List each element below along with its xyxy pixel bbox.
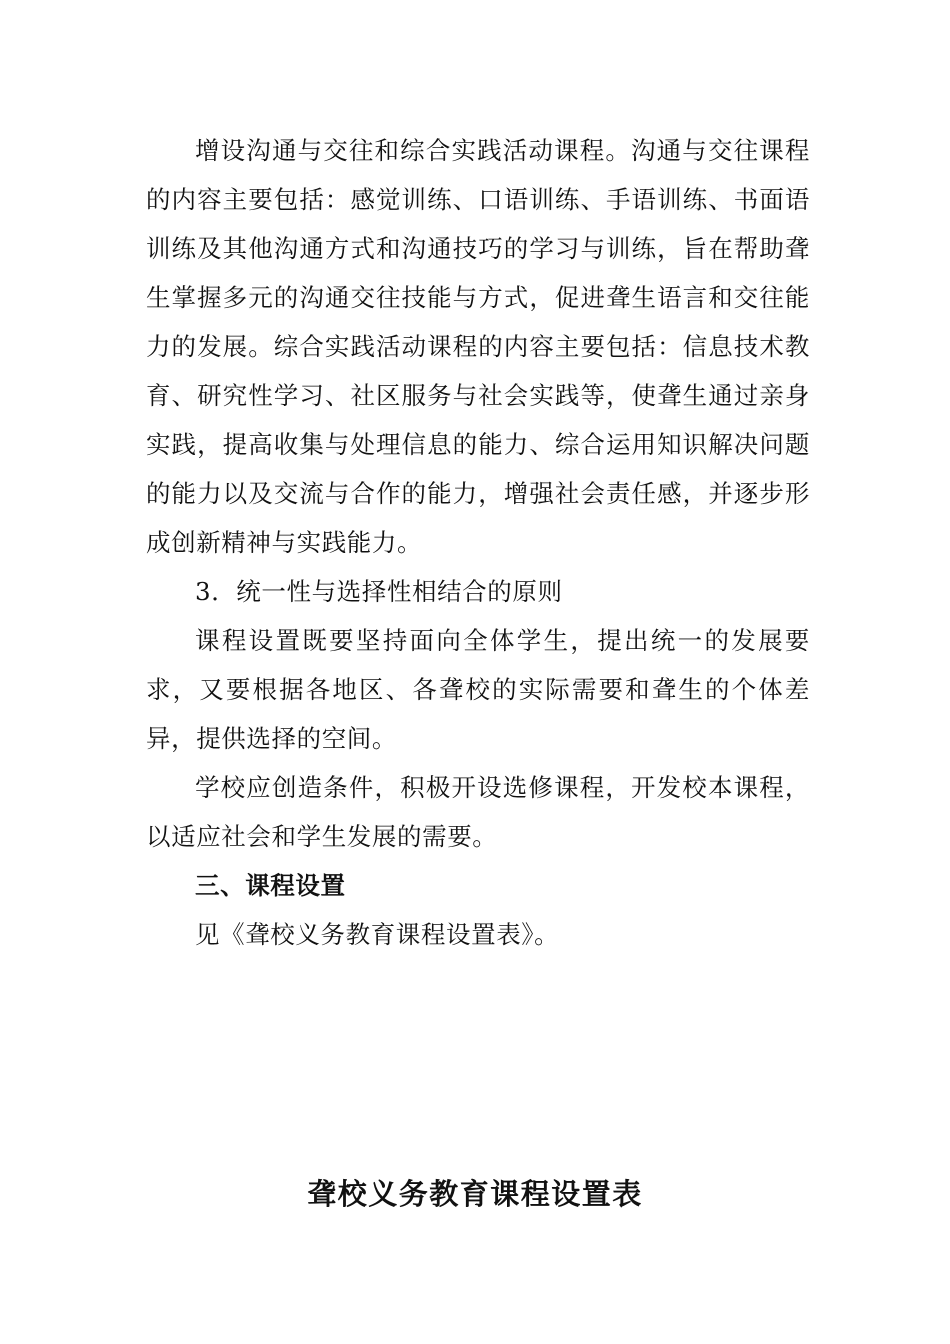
section-heading: 三、课程设置	[195, 871, 346, 900]
paragraph-principle-heading: 3．统一性与选择性相结合的原则	[195, 577, 563, 606]
paragraph-unified-requirements: 课程设置既要坚持面向全体学生，提出统一的发展要求，又要根据各地区、各聋校的实际需要和聋生的个体差异，提供选择的空间。	[146, 626, 810, 753]
table-title: 聋校义务教育课程设置表	[307, 1177, 643, 1211]
table-reference: 见《聋校义务教育课程设置表》。	[195, 920, 560, 949]
paragraph-communication-practice: 增设沟通与交往和综合实践活动课程。沟通与交往课程的内容主要包括：感觉训练、口语训练、手语训练、书面语训练及其他沟通方式和沟通技巧的学习与训练，旨在帮助聋生掌握多元的沟通交往技能与方式，促进聋生语言和交往能力的发展。综合实践活动课程的内容主要包括：信息技术教育、研究性学习、社区服务与社会实践等，使聋生通过亲身实践，提高收集与处理信息的能力、综合运用知识解决问题的能力以及交流与合作的能力，增强社会责任感，并逐步形成创新精神与实践能力。	[146, 136, 810, 557]
document-body	[146, 126, 810, 959]
paragraph-elective-courses: 学校应创造条件，积极开设选修课程，开发校本课程，以适应社会和学生发展的需要。	[146, 773, 810, 851]
